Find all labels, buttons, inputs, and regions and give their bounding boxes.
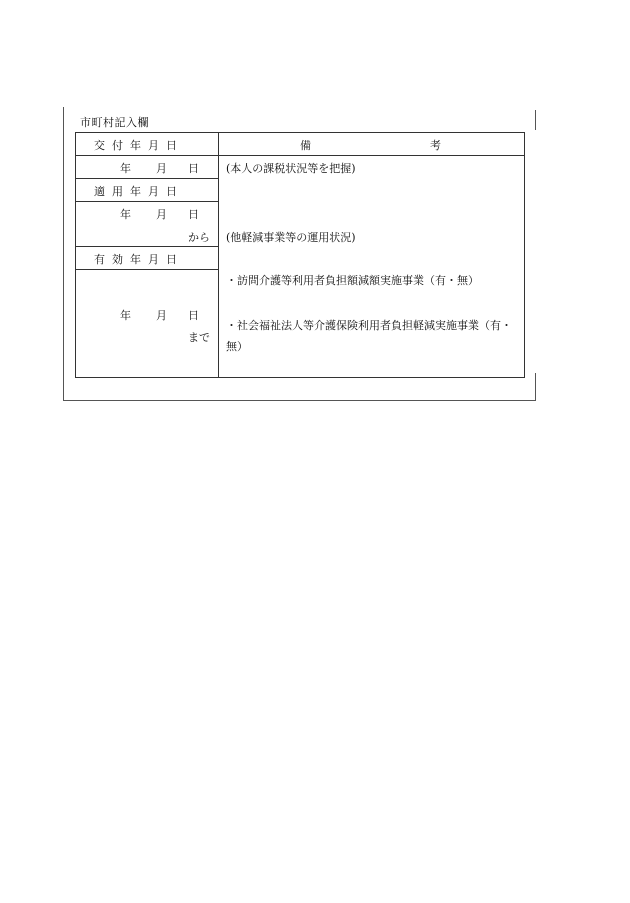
issue-date-label: 交付年月日	[94, 139, 184, 152]
remark-item-social-welfare-line1: ・社会福祉法人等介護保険利用者負担軽減実施事業（有・	[226, 319, 512, 332]
remark-item-social-welfare-line2: 無）	[226, 340, 248, 353]
valid-year: 年	[120, 309, 131, 322]
municipal-entry-table	[75, 132, 525, 378]
until-label: まで	[188, 331, 210, 344]
apply-month: 月	[156, 208, 167, 221]
remarks-header-first: 備	[300, 139, 311, 152]
remark-item-visit-care: ・訪問介護等利用者負担額減額実施事業（有・無）	[226, 274, 479, 287]
row-divider	[76, 246, 218, 247]
row-divider	[76, 269, 218, 270]
valid-date-label: 有効年月日	[94, 253, 184, 266]
issue-year: 年	[120, 162, 131, 175]
apply-day: 日	[188, 208, 199, 221]
section-title: 市町村記入欄	[80, 116, 149, 129]
remark-other-programs: (他軽減事業等の運用状況)	[226, 231, 356, 244]
row-divider	[76, 201, 218, 202]
remark-tax-status: (本人の課税状況等を把握)	[226, 162, 356, 175]
row-divider	[76, 178, 218, 179]
remarks-header-second: 考	[430, 139, 441, 152]
right-edge-mark-lower	[535, 373, 536, 400]
issue-month: 月	[156, 162, 167, 175]
right-edge-mark	[535, 110, 536, 130]
column-divider	[218, 133, 219, 377]
valid-month: 月	[156, 309, 167, 322]
from-label: から	[188, 231, 210, 244]
apply-year: 年	[120, 208, 131, 221]
apply-date-label: 適用年月日	[94, 185, 184, 198]
valid-day: 日	[188, 309, 199, 322]
issue-day: 日	[188, 162, 199, 175]
row-divider	[76, 155, 524, 156]
